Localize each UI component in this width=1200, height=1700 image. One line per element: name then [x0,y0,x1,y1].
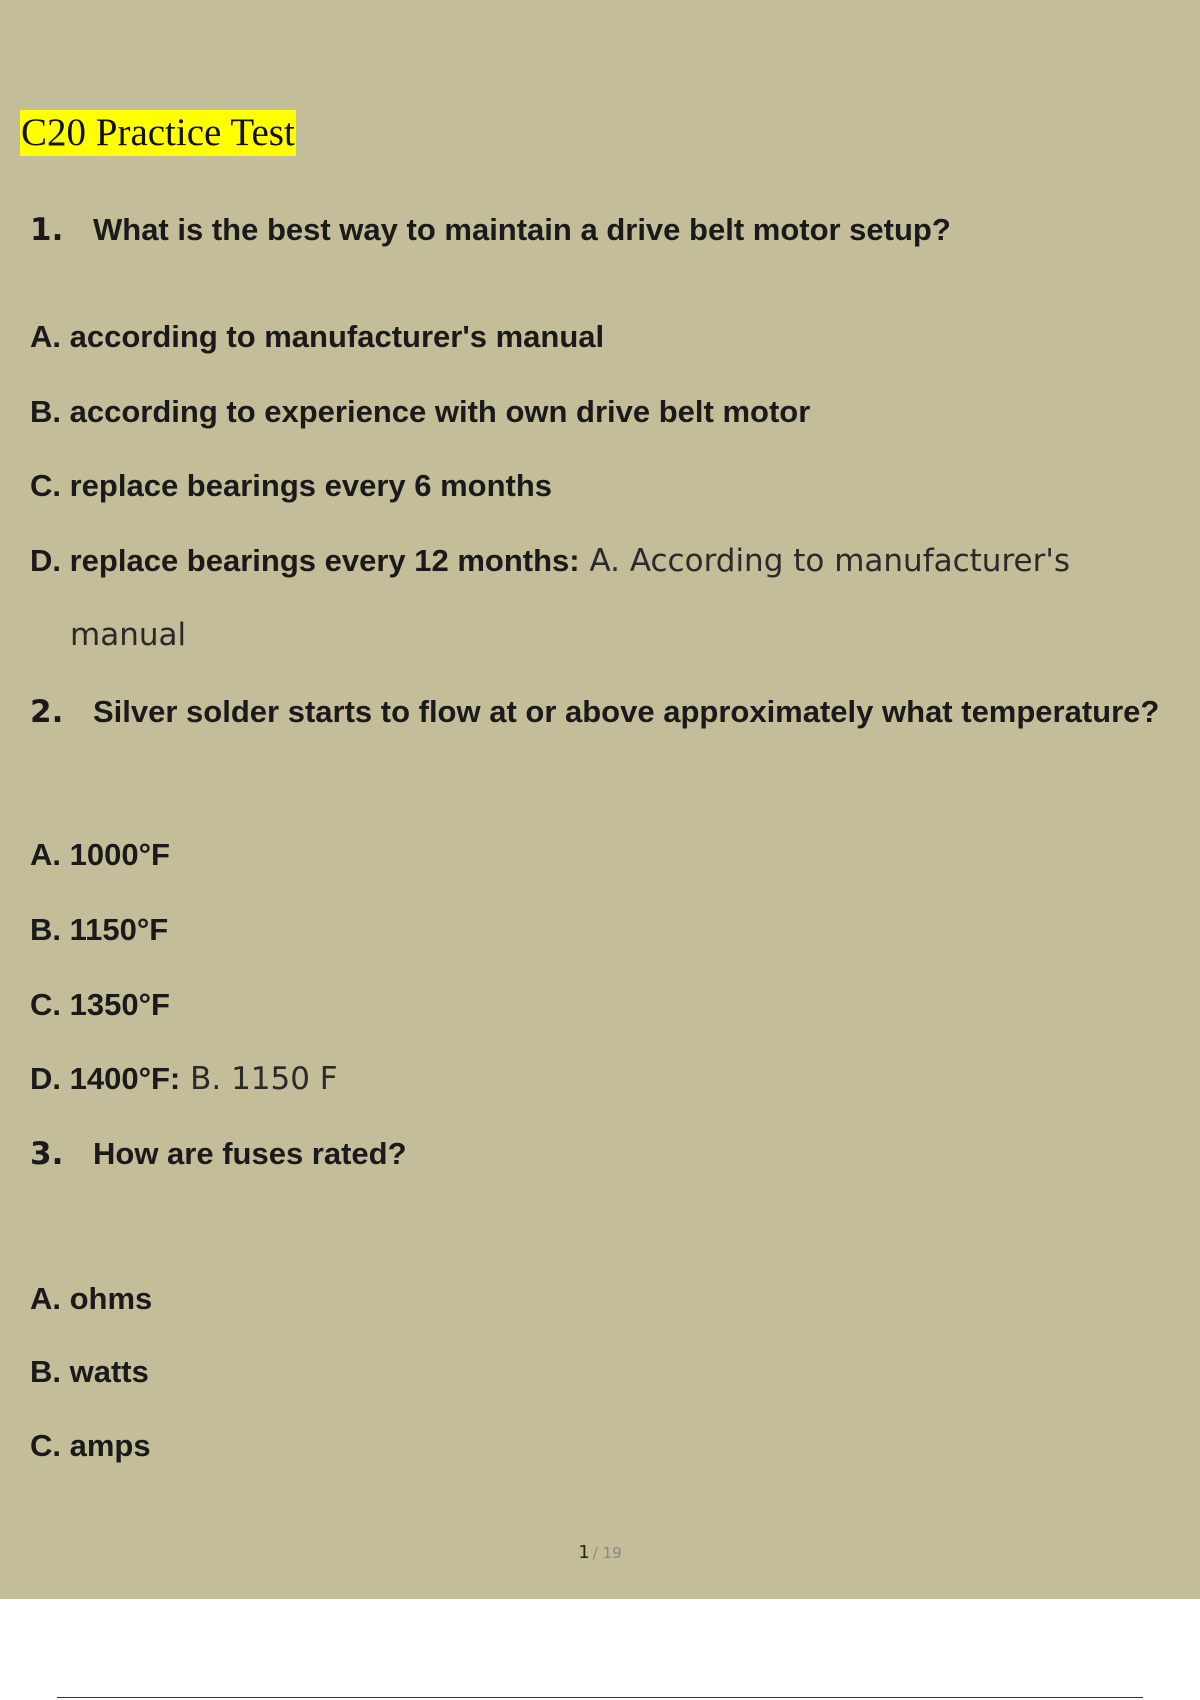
option-1d [30,541,1070,581]
option-2c: C. 1350°F [30,987,170,1022]
option-2d [30,1059,338,1099]
total-pages: / 19 [592,1544,622,1562]
question-number: 3. [30,1136,64,1172]
question-1 [30,210,951,250]
question-3 [30,1134,407,1174]
question-text: How are fuses rated? [93,1136,407,1171]
option-text: D. 1400°F: [30,1061,181,1096]
question-number: 1. [30,212,64,248]
option-1c: C. replace bearings every 6 months [30,468,553,503]
question-text: Silver solder starts to flow at or above approximately what temperature? [93,694,1160,729]
answer-text: A. According to manufacturer's [579,543,1071,579]
option-text: D. replace bearings every 12 months: [30,543,580,578]
page-divider [57,1697,1143,1698]
option-2b: B. 1150°F [30,912,169,947]
option-2a: A. 1000°F [30,837,170,872]
question-2 [30,692,1159,732]
option-1b: B. according to experience with own drive belt motor [30,394,811,429]
option-3a: A. ohms [30,1281,153,1316]
page-indicator [0,1542,1200,1563]
document-title: C20 Practice Test [21,111,295,154]
answer-text: B. 1150 F [180,1061,338,1097]
question-text: What is the best way to maintain a drive belt motor setup? [93,212,951,247]
current-page: 1 [578,1542,590,1563]
option-1a: A. according to manufacturer's manual [30,319,605,354]
option-3c: C. amps [30,1428,151,1463]
answer-continuation: manual [70,617,187,653]
question-number: 2. [30,694,64,730]
option-3b: B. watts [30,1354,149,1389]
